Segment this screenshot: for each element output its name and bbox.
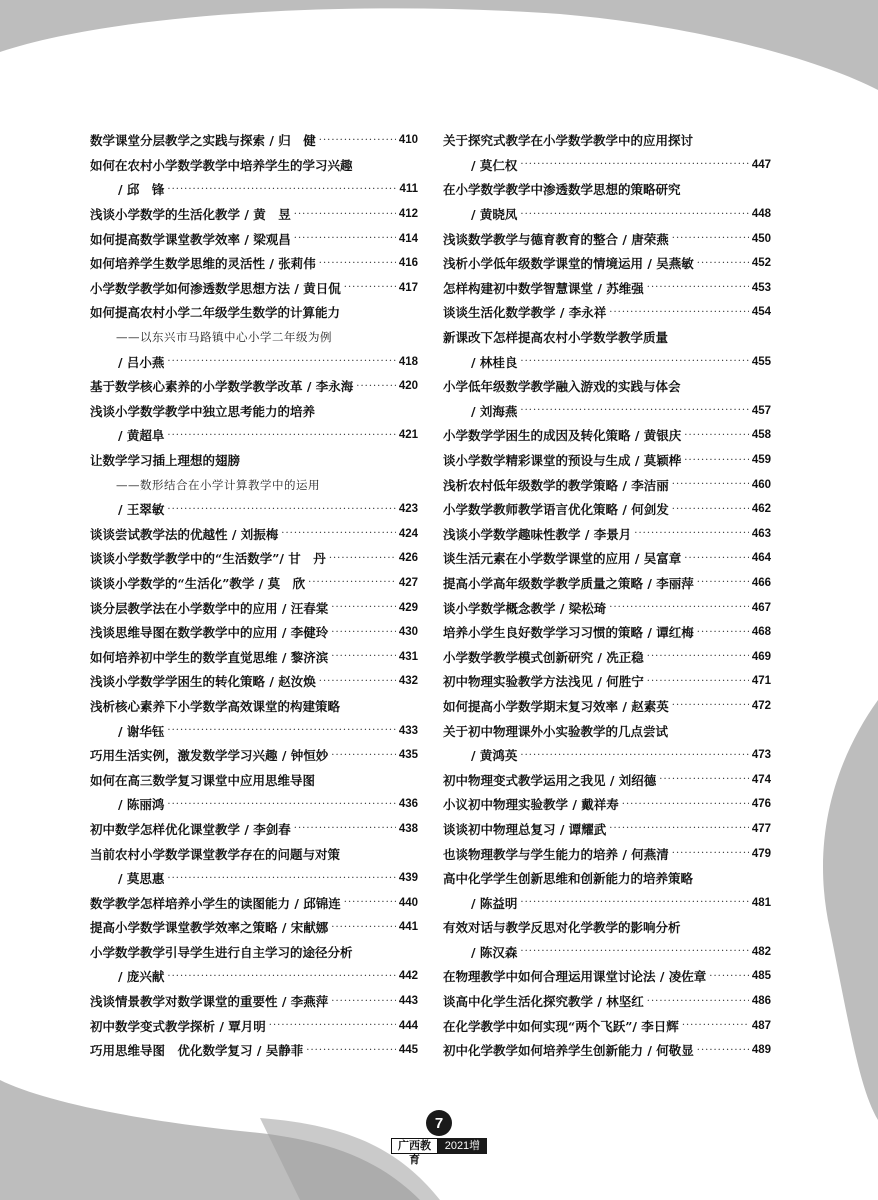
toc-page-number: 482	[751, 945, 771, 958]
toc-entry-title: / 林桂良	[471, 354, 518, 370]
toc-entry-title: 培养小学生良好数学学习习惯的策略 / 谭红梅	[443, 625, 694, 641]
toc-entry[interactable]	[90, 128, 418, 153]
toc-entry-title: 数学教学怎样培养小学生的读图能力 / 邱锦连	[90, 895, 341, 911]
toc-entry[interactable]	[443, 743, 771, 768]
toc-entry[interactable]	[90, 374, 418, 399]
toc-entry-title: / 邱 锋	[118, 182, 165, 198]
toc-leader-dots	[684, 430, 749, 441]
toc-entry-title: 浅析农村低年级数学的教学策略 / 李洁丽	[443, 477, 669, 493]
toc-leader-dots	[319, 135, 396, 146]
page-footer	[391, 1110, 487, 1168]
toc-leader-dots	[294, 209, 396, 220]
toc-entry[interactable]	[90, 349, 418, 374]
toc-entry-title: 怎样构建初中数学智慧课堂 / 苏维强	[443, 280, 644, 296]
toc-entry-title: / 吕小燕	[118, 354, 165, 370]
toc-page-number: 410	[398, 134, 418, 147]
toc-page-number: 432	[398, 675, 418, 688]
toc-leader-dots	[520, 946, 748, 957]
toc-entry[interactable]	[90, 202, 418, 227]
toc-entry[interactable]	[443, 964, 771, 989]
toc-leader-dots	[294, 233, 396, 244]
toc-entry-title: 如何在高三数学复习课堂中应用思维导图	[90, 772, 316, 788]
toc-entry[interactable]	[90, 718, 418, 743]
toc-leader-dots	[520, 897, 748, 908]
toc-entry-title: ——以东兴市马路镇中心小学二年级为例	[116, 330, 332, 345]
toc-leader-dots	[167, 971, 395, 982]
toc-entry[interactable]	[443, 644, 771, 669]
toc-title-line	[443, 374, 771, 399]
toc-leader-dots	[331, 627, 396, 638]
toc-leader-dots	[344, 897, 396, 908]
toc-leader-dots	[356, 381, 396, 392]
toc-page-number: 429	[398, 601, 418, 614]
toc-leader-dots	[269, 1020, 396, 1031]
toc-entry-title: 谈分层教学法在小学数学中的应用 / 汪春棠	[90, 600, 329, 616]
toc-entry-title: 当前农村小学数学课堂教学存在的问题与对策	[90, 846, 341, 862]
toc-entry-title: 浅谈数学教学与德育教育的整合 / 唐荣燕	[443, 231, 669, 247]
toc-leader-dots	[672, 700, 749, 711]
toc-entry-title: 小议初中物理实验教学 / 戴祥寿	[443, 797, 619, 813]
toc-entry-title: 谈生活元素在小学数学课堂的应用 / 吴富章	[443, 551, 682, 567]
toc-entry-title: / 莫仁权	[471, 157, 518, 173]
toc-entry[interactable]	[443, 448, 771, 473]
toc-leader-dots	[672, 504, 749, 515]
toc-entry[interactable]	[443, 841, 771, 866]
toc-entry[interactable]	[443, 423, 771, 448]
toc-page-number: 436	[398, 798, 418, 811]
toc-leader-dots	[520, 356, 748, 367]
toc-entry[interactable]	[90, 620, 418, 645]
toc-title-line	[443, 866, 771, 891]
toc-entry[interactable]	[443, 251, 771, 276]
toc-title-line	[443, 177, 771, 202]
toc-page-number: 453	[751, 281, 771, 294]
toc-entry-title: 浅谈小学数学的生活化教学 / 黄 昱	[90, 207, 291, 223]
toc-entry[interactable]	[90, 669, 418, 694]
toc-entry[interactable]	[90, 866, 418, 891]
toc-entry-title: 小学低年级数学教学融入游戏的实践与体会	[443, 379, 681, 395]
toc-page-number: 464	[751, 552, 771, 565]
toc-title-line	[443, 325, 771, 350]
toc-entry[interactable]	[443, 497, 771, 522]
toc-title-line	[90, 153, 418, 178]
toc-leader-dots	[331, 651, 396, 662]
toc-right-column	[443, 128, 771, 1063]
toc-leader-dots	[609, 602, 749, 613]
toc-entry-title: 如何培养学生数学思维的灵活性 / 张莉伟	[90, 256, 316, 272]
toc-entry-title: 提高小学高年级数学教学质量之策略 / 李丽萍	[443, 575, 694, 591]
toc-entry[interactable]	[443, 276, 771, 301]
toc-page-number: 455	[751, 355, 771, 368]
toc-entry-title: 高中化学学生创新思维和创新能力的培养策略	[443, 871, 694, 887]
toc-page-number: 418	[398, 355, 418, 368]
toc-entry[interactable]	[443, 669, 771, 694]
toc-entry[interactable]	[443, 940, 771, 965]
magazine-issue: 2021增刊	[438, 1138, 487, 1154]
toc-page-number: 486	[751, 995, 771, 1008]
toc-entry-title: 初中化学教学如何培养学生创新能力 / 何敬显	[443, 1043, 694, 1059]
toc-leader-dots	[167, 873, 395, 884]
toc-entry[interactable]	[90, 276, 418, 301]
toc-entry[interactable]	[443, 349, 771, 374]
toc-entry-title: 也谈物理教学与学生能力的培养 / 何燕清	[443, 846, 669, 862]
toc-entry[interactable]	[90, 595, 418, 620]
toc-page-number: 460	[751, 478, 771, 491]
toc-page-number: 421	[398, 429, 418, 442]
toc-leader-dots	[647, 651, 749, 662]
toc-page-number: 423	[398, 503, 418, 516]
toc-leader-dots	[167, 356, 395, 367]
toc-entry-title: 谈谈小学数学的“生活化”教学 / 莫 欣	[90, 575, 306, 591]
toc-page-number: 427	[398, 576, 418, 589]
toc-entry-title: 如何在农村小学数学教学中培养学生的学习兴趣	[90, 157, 353, 173]
toc-entry[interactable]	[443, 1038, 771, 1063]
toc-page-number: 467	[751, 601, 771, 614]
toc-entry[interactable]	[90, 1038, 418, 1063]
toc-entry-title: 在化学教学中如何实现“两个飞跃”/ 李日辉	[443, 1018, 679, 1034]
toc-entry-title: 初中物理实验教学方法浅见 / 何胜宁	[443, 674, 644, 690]
toc-page-number: 444	[398, 1019, 418, 1032]
toc-page-number: 462	[751, 503, 771, 516]
toc-leader-dots	[308, 577, 396, 588]
toc-entry-title: 小学数学学困生的成因及转化策略 / 黄银庆	[443, 428, 682, 444]
toc-page-number: 477	[751, 822, 771, 835]
toc-entry-title: 浅析小学低年级数学课堂的情境运用 / 吴燕敏	[443, 256, 694, 272]
toc-leader-dots	[647, 282, 749, 293]
toc-entry-title: 巧用思维导图 优化数学复习 / 吴静菲	[90, 1043, 304, 1059]
toc-entry-title: / 谢华钰	[118, 723, 165, 739]
toc-entry[interactable]	[90, 546, 418, 571]
toc-entry-title: 谈谈生活化数学教学 / 李永祥	[443, 305, 607, 321]
toc-entry-title: 谈谈初中物理总复习 / 谭耀武	[443, 821, 607, 837]
toc-entry-title: 关于探究式教学在小学数学教学中的应用探讨	[443, 133, 694, 149]
toc-entry-title: / 黄鸿英	[471, 748, 518, 764]
toc-page-number: 442	[398, 970, 418, 983]
toc-entry-title: 小学数学教学引导学生进行自主学习的途径分析	[90, 944, 353, 960]
toc-leader-dots	[634, 528, 749, 539]
toc-entry[interactable]	[90, 251, 418, 276]
toc-entry[interactable]	[90, 177, 418, 202]
toc-page-number: 473	[751, 749, 771, 762]
page-number-badge: 7	[426, 1110, 452, 1136]
toc-leader-dots	[331, 996, 396, 1007]
toc-entry[interactable]	[443, 226, 771, 251]
toc-page-number: 485	[751, 970, 771, 983]
toc-title-line	[90, 300, 418, 325]
toc-entry-title: 让数学学习插上理想的翅膀	[90, 453, 241, 469]
toc-entry[interactable]	[90, 817, 418, 842]
toc-page-number: 439	[398, 872, 418, 885]
toc-leader-dots	[167, 799, 395, 810]
toc-entry-title: 初中物理变式教学运用之我见 / 刘绍德	[443, 772, 657, 788]
toc-entry-title: 浅谈小学数学趣味性教学 / 李景月	[443, 526, 632, 542]
toc-page-number: 438	[398, 822, 418, 835]
toc-page-number: 458	[751, 429, 771, 442]
toc-entry-title: 谈谈小学数学教学中的“生活数学”/ 甘 丹	[90, 551, 326, 567]
toc-entry[interactable]	[443, 989, 771, 1014]
toc-page-number: 441	[398, 921, 418, 934]
toc-leader-dots	[520, 750, 748, 761]
toc-leader-dots	[672, 848, 749, 859]
toc-entry-title: 小学数学教师教学语言优化策略 / 何剑发	[443, 502, 669, 518]
toc-leader-dots	[294, 823, 396, 834]
toc-title-line	[90, 841, 418, 866]
toc-page-number: 471	[751, 675, 771, 688]
toc-left-column	[90, 128, 418, 1063]
toc-entry-title: ——数形结合在小学计算教学中的运用	[116, 477, 320, 492]
toc-entry[interactable]	[443, 694, 771, 719]
toc-entry[interactable]	[443, 767, 771, 792]
toc-entry-title: 提高小学数学课堂教学效率之策略 / 宋献娜	[90, 920, 329, 936]
toc-page-number: 431	[398, 650, 418, 663]
toc-entry[interactable]	[443, 620, 771, 645]
toc-page-number: 463	[751, 527, 771, 540]
toc-title-line	[443, 718, 771, 743]
toc-title-line	[443, 915, 771, 940]
toc-leader-dots	[331, 750, 396, 761]
toc-page-number: 487	[751, 1019, 771, 1032]
toc-entry-title: 关于初中物理课外小实验教学的几点尝试	[443, 723, 669, 739]
toc-leader-dots	[520, 209, 748, 220]
toc-entry-title: 如何提高农村小学二年级学生数学的计算能力	[90, 305, 341, 321]
toc-entry[interactable]	[443, 571, 771, 596]
toc-page-number: 450	[751, 232, 771, 245]
toc-page-number: 474	[751, 773, 771, 786]
toc-subtitle	[90, 472, 418, 497]
toc-page-number: 411	[399, 183, 418, 196]
toc-leader-dots	[167, 184, 396, 195]
toc-entry-title: / 刘海燕	[471, 403, 518, 419]
toc-entry-title: 谈小学数学精彩课堂的预设与生成 / 莫颖桦	[443, 453, 682, 469]
toc-leader-dots	[167, 725, 395, 736]
toc-leader-dots	[697, 577, 749, 588]
toc-page-number: 479	[751, 847, 771, 860]
toc-entry-title: / 陈丽鸿	[118, 797, 165, 813]
toc-entry-title: 小学数学教学模式创新研究 / 冼正稳	[443, 649, 644, 665]
toc-entry-title: 小学数学教学如何渗透数学思想方法 / 黄日侃	[90, 280, 341, 296]
toc-entry-title: / 王翠敏	[118, 502, 165, 518]
toc-entry[interactable]	[443, 399, 771, 424]
toc-page-number: 489	[751, 1044, 771, 1057]
toc-page-number: 457	[751, 404, 771, 417]
toc-leader-dots	[697, 1045, 749, 1056]
toc-entry[interactable]	[443, 817, 771, 842]
toc-title-line	[90, 694, 418, 719]
toc-leader-dots	[520, 159, 748, 170]
toc-title-line	[90, 767, 418, 792]
toc-entry-title: / 黄晓凤	[471, 207, 518, 223]
toc-page-number: 443	[398, 995, 418, 1008]
toc-entry[interactable]	[443, 153, 771, 178]
toc-leader-dots	[520, 405, 748, 416]
toc-leader-dots	[647, 676, 749, 687]
toc-page-number: 481	[751, 896, 771, 909]
toc-entry[interactable]	[443, 202, 771, 227]
toc-entry-title: 浅析核心素养下小学数学高效课堂的构建策略	[90, 698, 341, 714]
toc-leader-dots	[684, 553, 749, 564]
toc-page-number: 414	[398, 232, 418, 245]
toc-entry-title: 浅谈小学数学学困生的转化策略 / 赵汝焕	[90, 674, 316, 690]
toc-entry[interactable]	[90, 743, 418, 768]
toc-leader-dots	[329, 553, 396, 564]
toc-entry[interactable]	[90, 1013, 418, 1038]
toc-entry[interactable]	[443, 595, 771, 620]
toc-entry-title: 谈小学数学概念教学 / 梁松琦	[443, 600, 607, 616]
toc-leader-dots	[672, 233, 749, 244]
toc-entry[interactable]	[90, 989, 418, 1014]
toc-entry-title: / 陈益明	[471, 895, 518, 911]
toc-page-number: 426	[398, 552, 418, 565]
toc-page-number: 424	[398, 527, 418, 540]
toc-leader-dots	[682, 1020, 749, 1031]
toc-leader-dots	[281, 528, 396, 539]
toc-title-line	[90, 940, 418, 965]
toc-leader-dots	[709, 971, 749, 982]
toc-page-number: 416	[398, 257, 418, 270]
toc-leader-dots	[697, 258, 749, 269]
toc-entry[interactable]	[90, 522, 418, 547]
toc-entry[interactable]	[90, 890, 418, 915]
magazine-label	[391, 1138, 487, 1168]
toc-page-number: 435	[398, 749, 418, 762]
toc-page-number: 433	[398, 724, 418, 737]
toc-leader-dots	[659, 774, 749, 785]
toc-leader-dots	[609, 307, 749, 318]
toc-entry-title: 基于数学核心素养的小学数学教学改革 / 李永海	[90, 379, 354, 395]
toc-leader-dots	[306, 1045, 396, 1056]
toc-title-line	[90, 448, 418, 473]
toc-entry-title: 如何提高小学数学期末复习效率 / 赵素英	[443, 698, 669, 714]
toc-entry-title: 浅谈情景教学对数学课堂的重要性 / 李燕萍	[90, 994, 329, 1010]
toc-entry-title: 如何培养初中学生的数学直觉思维 / 黎济滨	[90, 649, 329, 665]
toc-entry[interactable]	[443, 890, 771, 915]
toc-entry[interactable]	[90, 497, 418, 522]
toc-leader-dots	[684, 455, 749, 466]
toc-entry-title: 在物理教学中如何合理运用课堂讨论法 / 凌佐章	[443, 969, 707, 985]
toc-entry[interactable]	[90, 226, 418, 251]
toc-title-line	[90, 399, 418, 424]
toc-entry[interactable]	[443, 792, 771, 817]
toc-entry[interactable]	[443, 472, 771, 497]
toc-page-number: 417	[398, 281, 418, 294]
toc-leader-dots	[697, 627, 749, 638]
toc-leader-dots	[344, 282, 396, 293]
toc-entry[interactable]	[443, 300, 771, 325]
toc-entry[interactable]	[90, 644, 418, 669]
toc-page-number: 468	[751, 626, 771, 639]
toc-page-number: 476	[751, 798, 771, 811]
toc-entry[interactable]	[90, 423, 418, 448]
toc-entry[interactable]	[90, 915, 418, 940]
toc-entry[interactable]	[90, 792, 418, 817]
toc-entry[interactable]	[443, 1013, 771, 1038]
toc-leader-dots	[167, 430, 395, 441]
toc-entry-title: 在小学数学教学中渗透数学思想的策略研究	[443, 182, 681, 198]
toc-entry-title: 浅谈思维导图在数学教学中的应用 / 李健玲	[90, 625, 329, 641]
toc-entry-title: 新课改下怎样提高农村小学数学教学质量	[443, 330, 669, 346]
toc-page-number: 440	[398, 896, 418, 909]
toc-leader-dots	[167, 504, 395, 515]
toc-page-number: 459	[751, 454, 771, 467]
toc-entry-title: 初中数学怎样优化课堂教学 / 李剑春	[90, 821, 291, 837]
toc-page-number: 445	[398, 1044, 418, 1057]
toc-entry[interactable]	[90, 964, 418, 989]
toc-entry-title: 如何提高数学课堂教学效率 / 梁观昌	[90, 231, 291, 247]
toc-leader-dots	[331, 602, 396, 613]
toc-entry-title: / 黄超阜	[118, 428, 165, 444]
toc-entry-title: 浅谈小学数学教学中独立思考能力的培养	[90, 403, 316, 419]
toc-entry[interactable]	[443, 546, 771, 571]
toc-page-number: 466	[751, 576, 771, 589]
toc-page-number: 430	[398, 626, 418, 639]
toc-entry[interactable]	[443, 522, 771, 547]
toc-leader-dots	[647, 996, 749, 1007]
toc-subtitle	[90, 325, 418, 350]
toc-entry-title: 巧用生活实例，激发数学学习兴趣 / 钟恒妙	[90, 748, 329, 764]
toc-entry-title: / 陈汉森	[471, 944, 518, 960]
toc-page-number: 454	[751, 306, 771, 319]
toc-leader-dots	[331, 922, 396, 933]
toc-page-number: 472	[751, 699, 771, 712]
toc-entry[interactable]	[90, 571, 418, 596]
toc-page-number: 452	[751, 257, 771, 270]
toc-leader-dots	[672, 479, 749, 490]
magazine-name: 广西教育	[391, 1138, 438, 1154]
toc-entry-title: / 莫思惠	[118, 871, 165, 887]
toc-entry-title: 谈高中化学生活化探究教学 / 林坚红	[443, 994, 644, 1010]
toc-leader-dots	[622, 799, 749, 810]
toc-page-number: 420	[398, 380, 418, 393]
toc-page-number: 448	[751, 208, 771, 221]
toc-page-number: 469	[751, 650, 771, 663]
toc-entry-title: 数学课堂分层教学之实践与探索 / 归 健	[90, 133, 316, 149]
toc-leader-dots	[609, 823, 749, 834]
toc-entry-title: 谈谈尝试教学法的优越性 / 刘振梅	[90, 526, 279, 542]
toc-leader-dots	[319, 258, 396, 269]
toc-entry-title: / 庞兴献	[118, 969, 165, 985]
toc-entry-title: 初中数学变式教学探析 / 覃月明	[90, 1018, 266, 1034]
toc-title-line	[443, 128, 771, 153]
toc-entry-title: 有效对话与教学反思对化学教学的影响分析	[443, 920, 681, 936]
toc-page-number: 447	[751, 158, 771, 171]
toc-leader-dots	[319, 676, 396, 687]
toc-page-number: 412	[398, 208, 418, 221]
